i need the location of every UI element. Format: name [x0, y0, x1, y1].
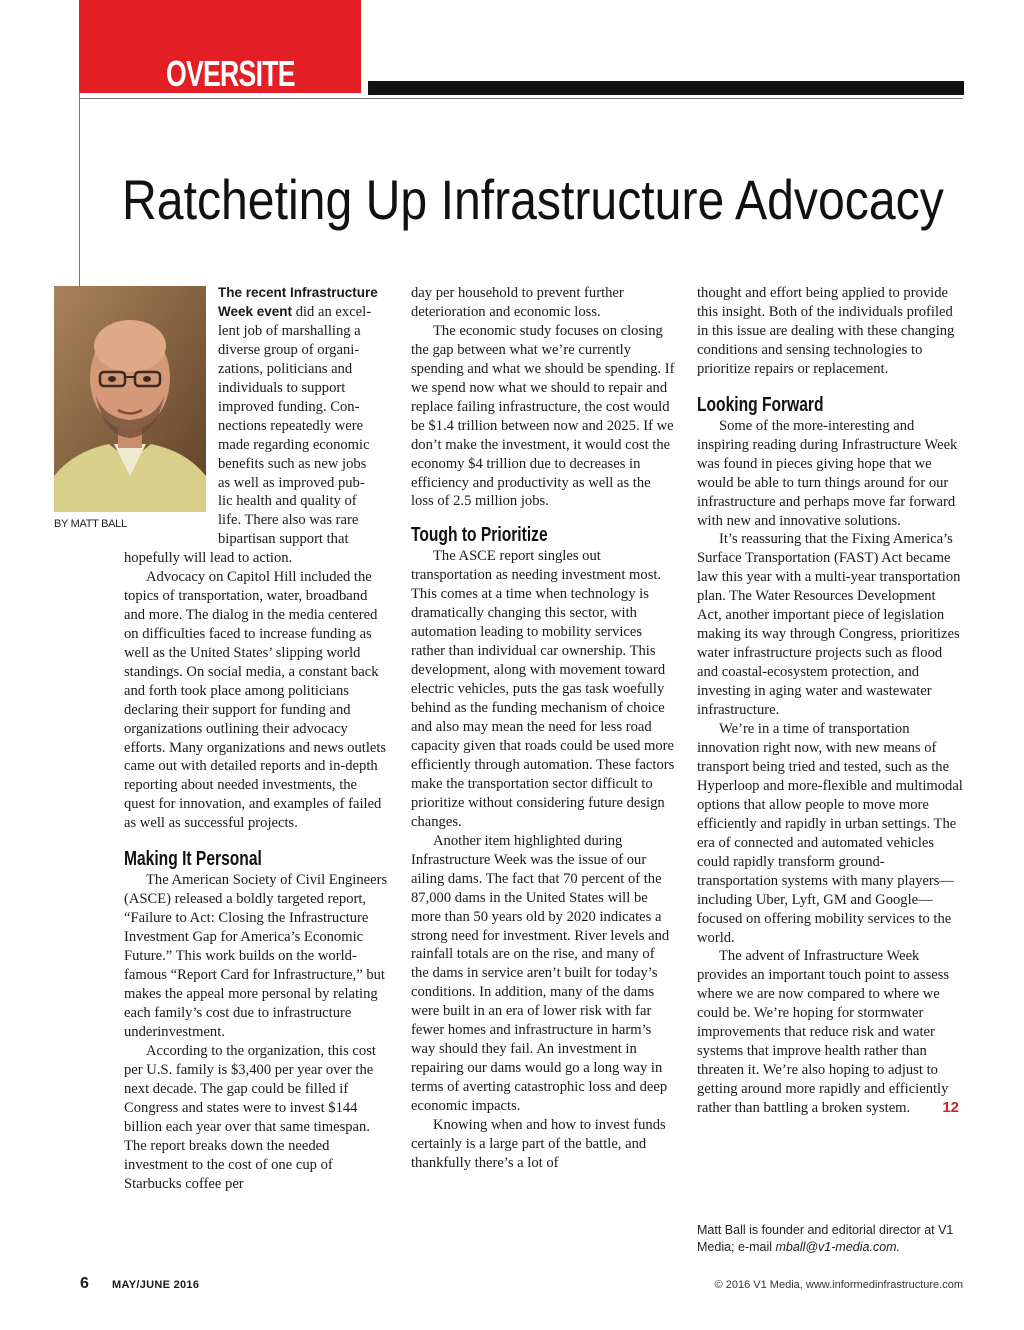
intro-line: nections repeatedly were	[218, 417, 364, 434]
intro-line: zations, politicians and	[218, 360, 353, 377]
column-1-intro	[218, 284, 388, 549]
subhead: Making It Personal	[124, 848, 262, 871]
section-label: OVERSITE	[166, 53, 295, 94]
body-paragraph: thought and effort being applied to provide this insight. Both of the individuals profiled in this issue are dealing with these changing conditions and sensing technologies to prioritize repairs or replacement.	[697, 285, 955, 377]
body-paragraph: We’re in a time of transportation innovation right now, with new means of transport being tried and tested, such as the Hyperloop and more-flexible and multimodal options that allow people to move more efficiently and rapidly in urban settings. The era of connected and automated vehicles could rapidly transform ground-transportation systems with many players—including Uber, Lyft, GM and Google—focused on offering mobility services to the world.	[697, 721, 963, 946]
header-rule	[79, 98, 963, 99]
intro-line: lent job of marshalling a	[218, 322, 361, 339]
body-paragraph: Another item highlighted during Infrastructure Week was the issue of our ailing dams. The fact that 70 percent of the 87,000 dams in the United States will be more than 50 years old by 2020 indicates a strong need for investment. River levels and rainfall totals are on the rise, and many of the dams in service aren’t built for today’s conditions. In addition, many of the dams were built in an era of lower risk with far fewer homes and infrastructure in harm’s way should they fail. An investment in repairing our dams would go a long way in terms of averting catastrophic loss and deep economic impacts.	[411, 832, 670, 1115]
body-paragraph: Knowing when and how to invest funds certainly is a large part of the battle, and thankfully there’s a lot of	[411, 1117, 666, 1171]
body-paragraph: Advocacy on Capitol Hill included the topics of transportation, water, broadband and more. The dialog in the media centered on difficulties faced to increase funding as well as the United States’ slipping world standings. On social media, a constant back and forth took place among politicians declaring their support for funding and organizations outlining their advocacy efforts. Many organizations and news outlets came out with detailed reports and in-depth reporting about needed investments, the quest for innovation, and examples of failed as well as successful projects.	[124, 568, 387, 832]
subhead: Looking Forward	[697, 393, 824, 416]
page-number: 6	[80, 1275, 89, 1292]
author-photo	[54, 286, 206, 512]
intro-line: individuals to support	[218, 379, 346, 396]
body-paragraph: day per household to prevent further deterioration and economic loss.	[411, 285, 624, 320]
copyright: © 2016 V1 Media, www.informedinfrastructure.com	[714, 1279, 963, 1291]
intro-line: diverse group of organi-	[218, 341, 360, 358]
issue-date: MAY/JUNE 2016	[112, 1279, 200, 1291]
subhead: Tough to Prioritize	[411, 524, 548, 547]
article-headline: Ratcheting Up Infrastructure Advocacy	[122, 168, 944, 231]
body-paragraph: According to the organization, this cost per U.S. family is $3,400 per year over the next decade. The gap could be filled if Congress and states were to invest $144 billion each year over that same timespan. The report breaks down the needed investment to the cost of one cup of Starbucks coffee per	[124, 1042, 376, 1192]
body-paragraph: The American Society of Civil Engineers (ASCE) released a boldly targeted report, “Failure to Act: Closing the Infrastructure Investment Gap for America’s Economic Future.” This work builds on the world-famous “Report Card for Infrastructure,” but makes the appeal more personal by relating each family’s cost due to infrastructure underinvestment.	[124, 872, 388, 1040]
intro-line	[218, 284, 388, 322]
end-mark: 12	[942, 1099, 959, 1117]
body-paragraph: The economic study focuses on closing the gap between what we’re currently spending and what we should be spending. If we spend now what we should to repair and replace failing infrastructure, the cost would be $1.4 trillion between now and 2025. If we don’t make the investment, it would cost the economy $4 trillion due to decreases in efficiency and productivity as well as the loss of 2.5 million jobs.	[411, 322, 675, 510]
body-paragraph: It’s reassuring that the Fixing America’s Surface Transportation (FAST) Act became law this year with a multi-year transportation plan. The Water Resources Development Act, another important piece of legislation making its way through Congress, prioritizes water infrastructure projects such as flood and coastal-ecosystem protection, and investing in aging water and wastewater infrastructure.	[697, 531, 961, 719]
body-paragraph: hopefully will lead to action.	[124, 550, 293, 566]
intro-line: as well as improved pub-	[218, 474, 365, 491]
body-paragraph: Some of the more-interesting and inspiring reading during Infrastructure Week was found in pieces giving hope that we would be able to turn things around for our infrastructure and perhaps move far forward with new and innovative solutions.	[697, 417, 958, 529]
column-1-body	[124, 549, 390, 1194]
lead-in: The recent Infrastructure Week event	[218, 285, 378, 319]
intro-line: lic health and quality of	[218, 493, 357, 510]
intro-line: improved funding. Con-	[218, 398, 360, 415]
byline: BY MATT BALL	[54, 518, 127, 530]
left-rule	[79, 93, 80, 293]
body-paragraph: The ASCE report singles out transportation as needing investment most. This comes at a time when technology is dramatically changing this sector, with automation leading to mobility services rather than individual car ownership. This development, along with movement toward electric vehicles, puts the gas task woefully behind as the funding mechanism of choice and also may mean the need for less road capacity given that roads could be used more efficiently through automation. These factors make the transportation sector difficult to prioritize without considering future design changes.	[411, 548, 675, 830]
intro-line-text: did an excel-	[292, 303, 372, 320]
intro-line: bipartisan support that	[218, 531, 349, 548]
intro-line: made regarding economic	[218, 436, 370, 453]
final-paragraph-text: The advent of Infrastructure Week provides an important touch point to assess where we are now compared to where we could be. We’re hoping for stormwater improvements that reduce risk and water systems that improve health rather than threaten it. We’re also hoping to adjust to getting around more rapidly and efficiently rather than battling a broken system.	[697, 948, 950, 1117]
bio-email-link[interactable]: mball@v1-media.com.	[775, 1240, 901, 1254]
author-bio	[697, 1222, 963, 1256]
header-bar	[368, 81, 964, 95]
body-paragraph	[697, 947, 963, 1118]
intro-line: benefits such as new jobs	[218, 455, 367, 472]
column-2	[411, 284, 676, 1173]
bio-text: Matt Ball is founder and editorial director at V1 Media; e-mail	[697, 1223, 954, 1254]
intro-line: life. There also was rare	[218, 512, 359, 529]
column-3	[697, 284, 963, 1118]
